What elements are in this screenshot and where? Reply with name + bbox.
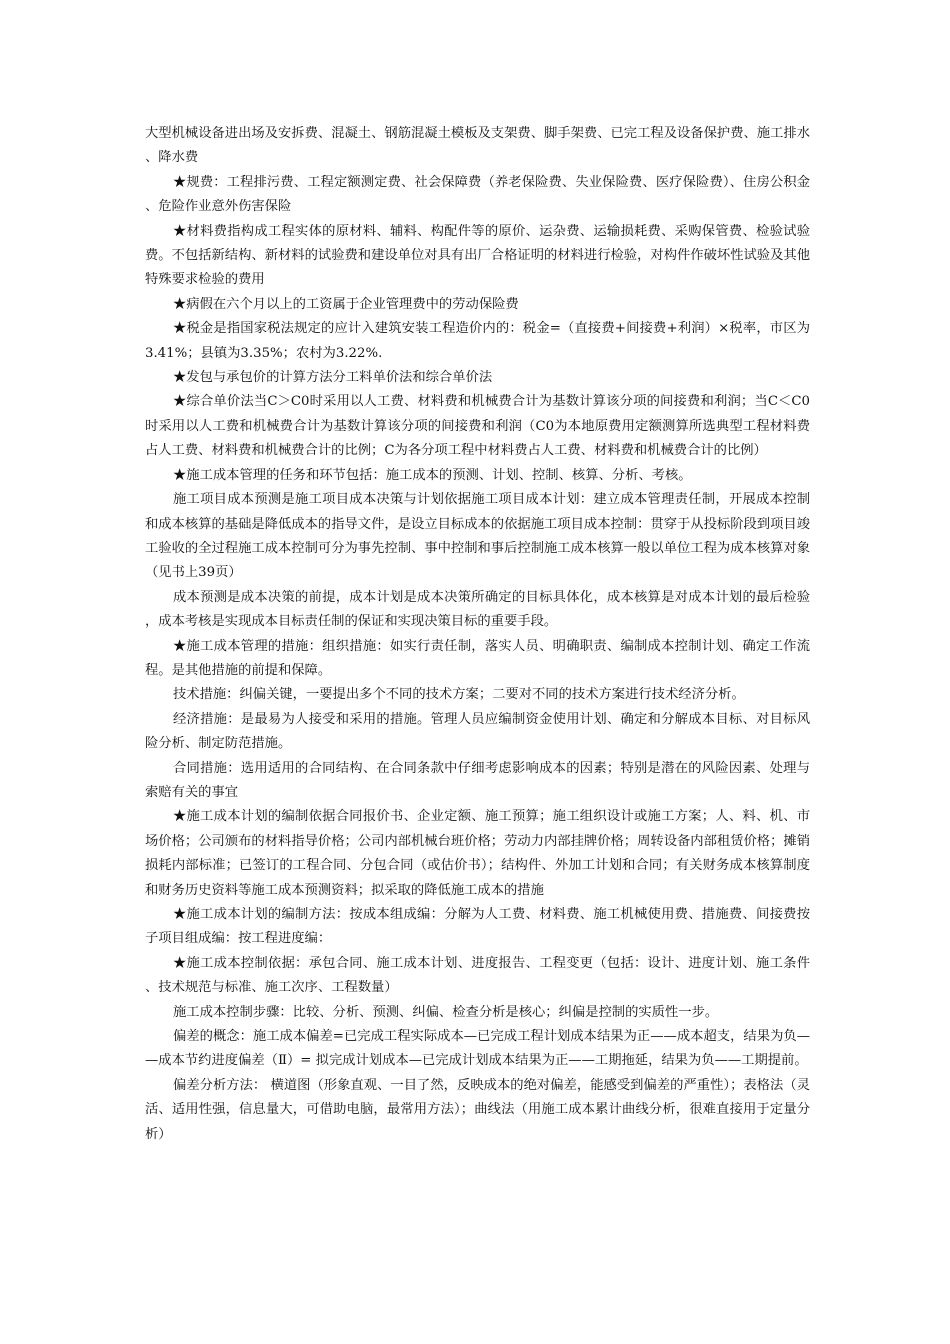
paragraph: 成本预测是成本决策的前提，成本计划是成本决策所确定的目标具体化，成本核算是对成本计划的最后检验，成本考核是实现成本目标责任制的保证和实现决策目标的重要手段。 (145, 589, 810, 630)
paragraph: 施工项目成本预测是施工项目成本决策与计划依据施工项目成本计划：建立成本管理责任制，开展成本控制和成本核算的基础是降低成本的指导文件，是设立目标成本的依据施工项目成本控制：贯穿于从投标阶段到项目竣工验收的全过程施工成本控制可分为事先控制、事中控制和事后控制施工成本核算一般以单位工程为成本核算对象（见书上39页） (145, 492, 810, 581)
paragraph: ★施工成本控制依据：承包合同、施工成本计划、进度报告、工程变更（包括：设计、进度计划、施工条件、技术规范与标准、施工次序、工程数量） (145, 955, 810, 996)
paragraph: ★施工成本计划的编制方法：按成本组成编：分解为人工费、材料费、施工机械使用费、措施费、间接费按子项目组成编：按工程进度编： (145, 907, 810, 947)
paragraph: 偏差的概念：施工成本偏差=已完成工程实际成本—已完成工程计划成本结果为正——成本超支，结果为负——成本节约进度偏差（Ⅱ）= 拟完成计划成本—已完成计划成本结果为正——工期拖延，结果为负——工期提前。 (145, 1029, 810, 1069)
paragraph: ★材料费指构成工程实体的原材料、辅料、构配件等的原价、运杂费、运输损耗费、采购保管费、检验试验费。不包括新结构、新材料的试验费和建设单位对具有出厂合格证明的材料进行检验，对构件作破坏性试验及其他特殊要求检验的费用 (145, 223, 810, 288)
paragraph: ★税金是指国家税法规定的应计入建筑安装工程造价内的：税金=（直接费+间接费+利润）×税率，市区为3.41%；县镇为3.35%；农村为3.22%. (145, 321, 810, 361)
paragraph: 经济措施：是最易为人接受和采用的措施。管理人员应编制资金使用计划、确定和分解成本目标、对目标风险分析、制定防范措施。 (145, 711, 810, 752)
paragraph: 施工成本控制步骤：比较、分析、预测、纠偏、检查分析是核心；纠偏是控制的实质性一步。 (173, 1004, 719, 1020)
paragraph: 大型机械设备进出场及安拆费、混凝土、钢筋混凝土模板及支架费、脚手架费、已完工程及设备保护费、施工排水、降水费 (145, 126, 810, 166)
paragraph: ★施工成本管理的措施：组织措施：如实行责任制，落实人员、明确职责、编制成本控制计划、确定工作流程。是其他措施的前提和保障。 (145, 638, 810, 678)
paragraph: ★规费：工程排污费、工程定额测定费、社会保障费（养老保险费、失业保险费、医疗保险费）、住房公积金、危险作业意外伤害保险 (145, 174, 810, 215)
paragraph: ★综合单价法当C＞C0时采用以人工费、材料费和机械费合计为基数计算该分项的间接费和利润；当C＜C0时采用以人工费和机械费合计为基数计算该分项的间接费和利润（C0为本地原费用定额测算所选典型工程材料费占人工费、材料费和机械费合计的比例；C为各分项工程中材料费占人工费、材料费和机械费合计的比例） (145, 394, 810, 459)
paragraph: 偏差分析方法： 横道图（形象直观、一目了然，反映成本的绝对偏差，能感受到偏差的严重性）；表格法（灵活、适用性强，信息量大，可借助电脑，最常用方法）；曲线法（用施工成本累计曲线分析，很难直接用于定量分析） (145, 1077, 810, 1142)
paragraph: 合同措施：选用适用的合同结构、在合同条款中仔细考虑影响成本的因素；特别是潜在的风险因素、处理与索赔有关的事宜 (145, 760, 810, 800)
paragraph: ★发包与承包价的计算方法分工料单价法和综合单价法 (173, 370, 493, 386)
document-page (145, 122, 810, 1147)
paragraph: 技术措施：纠偏关键，一要提出多个不同的技术方案；二要对不同的技术方案进行技术经济分析。 (173, 687, 745, 703)
paragraph: ★施工成本管理的任务和环节包括：施工成本的预测、计划、控制、核算、分析、考核。 (173, 467, 692, 483)
paragraph: ★施工成本计划的编制依据合同报价书、企业定额、施工预算；施工组织设计或施工方案；人、料、机、市场价格；公司颁布的材料指导价格；公司内部机械台班价格；劳动力内部挂牌价格；周转设备内部租赁价格；摊销损耗内部标准；已签订的工程合同、分包合同（或估价书）；结构件、外加工计划和合同；有关财务成本核算制度和财务历史资料等施工成本预测资料；拟采取的降低施工成本的措施 (145, 809, 810, 898)
paragraph: ★病假在六个月以上的工资属于企业管理费中的劳动保险费 (173, 296, 519, 312)
